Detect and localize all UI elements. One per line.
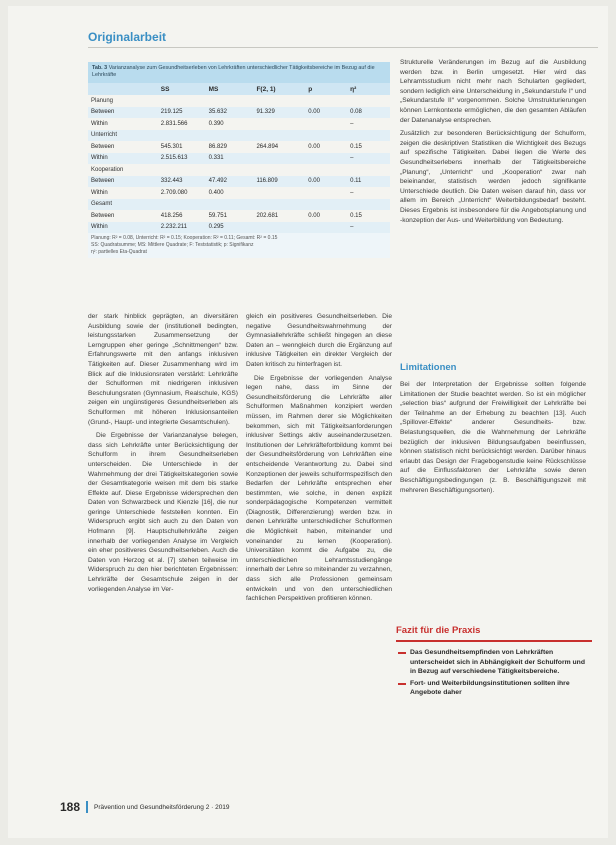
journal-name: Prävention und Gesundheitsförderung 2 · 2019: [94, 803, 230, 811]
table-group-row: [88, 130, 390, 142]
practice-box: [396, 625, 592, 700]
table-group-row: [88, 95, 390, 107]
table-cell: 0.08: [350, 109, 362, 116]
table-cell: 0.00: [308, 178, 320, 185]
paragraph: der stark hinblick geprägten, an diversitären Ausbildung sowie der (institutionell bedingten, leistungsstarken Zusammensetzung der Lerngruppen eher geringe „Schnittmengen“ bzw. Erfahrungswerte mit den anfangs inklusiven Tätigkeiten auf. Dieser Zusammenhang wird im Blick auf die Inklusionsraten verstärkt: Lehrkräfte der Schulformen mit niedrigeren inklusiven Beschulungsraten (Gymnasium, Realschule, KGS) zeigen ein ungünstigeres Gesundheitserleben als Schulformen mit höheren Inklusionsanteilen (Grund-, Haupt- und integrierte Gesamtschulen).: [88, 313, 238, 426]
page-footer: [60, 800, 230, 814]
table-row: [88, 176, 390, 188]
table-cell: 202.681: [256, 212, 279, 219]
table-footnote-line: η²: partielles Eta-Quadrat: [91, 249, 147, 255]
table-cell: –: [350, 224, 354, 231]
table-cell: 2.515.613: [160, 155, 188, 162]
table-row: [88, 153, 390, 165]
table-cell: 47.492: [208, 178, 227, 185]
table-cell: 2.232.211: [160, 224, 188, 231]
footer-divider: [86, 801, 88, 813]
table-row: [88, 141, 390, 153]
table-cell: 116.809: [256, 178, 278, 185]
practice-item: Fort- und Weiterbildungsinstitutionen sollten ihre Angebote daher: [396, 679, 592, 698]
table-caption-text: Varianzanalyse zum Gesundheitserleben von Lehrkräften unterschiedlicher Tätigkeitsbereiche im Bezug auf die Lehrkräfte: [92, 65, 375, 78]
body-column-middle: [246, 312, 392, 608]
table-cell: 0.295: [208, 224, 224, 231]
table-row-label: Kooperation: [91, 166, 124, 173]
table-cell: 59.751: [208, 212, 227, 219]
paragraph: gleich ein positiveres Gesundheitserleben. Die negative Gesundheitswahrnehmung der Gymnasiallehrkräfte schließt hingegen an diese Daten an – wenngleich durch die Ergänzung auf inklusive Tätigkeiten ein direkter Vergleich der Daten kritisch zu hinterfragen ist.: [246, 313, 392, 368]
paragraph: Strukturelle Veränderungen im Bezug auf die Ausbildung werden bzw. in Berlin umgesetzt. Hier wird das Lehramtsstudium nicht mehr nach Schularten gegliedert, sondern lediglich eine Unterscheidung in „Sekundarstufe I“ und „Sekundarstufe II“ vorgenommen. Solche Umstrukturierungen können Lernkontexte ermöglichen, die den gesamten Abläufen der Datenanalyse entsprechen.: [400, 59, 586, 124]
table-row: [88, 187, 390, 199]
table-cell: 264.894: [256, 143, 279, 150]
table-row: [88, 210, 390, 222]
limitations-text: [400, 380, 586, 495]
table-header-cell: F(2, 1): [256, 85, 276, 93]
practice-list: [396, 648, 592, 698]
table-cell: 35.632: [208, 109, 227, 116]
table-cell: 0.00: [308, 143, 320, 150]
paragraph: Bei der Interpretation der Ergebnisse sollten folgende Limitationen der Studie beachtet werden. So ist ein möglicher „selection bias“ aufgrund der Freiwilligkeit der Lehrkräfte bei der Teilnahme an der Erhebung zu beachten [13]. Auch „Spillover-Effekte“ anderer Gesundheits- bzw. Belastungsquellen, die die Wahrnehmung der Lehrkräfte bezüglich der inklusiven Bildungsaufgaben beeinflussen, können statistisch nicht berücksichtigt werden. Darüber hinaus erlaubt das Design der Fragebogenstudie keine Rückschlüsse auf die Einflussfaktoren der Lehrkräfte sowie deren Beschäftigungsbedingungen (z. B. Beschäftigungszeit mit mehreren Beschäftigungsorten).: [400, 381, 586, 494]
table-group-row: [88, 164, 390, 176]
table-row-label: Between: [91, 178, 115, 185]
table-cell: 219.125: [160, 109, 183, 116]
table-row-label: Between: [91, 109, 115, 116]
body-column-left: [88, 312, 238, 598]
table-row-label: Within: [91, 120, 108, 127]
table-cell: –: [350, 155, 354, 162]
table-cell: –: [350, 120, 354, 127]
table-cell: 0.00: [308, 109, 320, 116]
practice-title: Fazit für die Praxis: [396, 625, 592, 642]
section-label: Originalarbeit: [88, 30, 167, 44]
table-row-label: Between: [91, 212, 115, 219]
table-cell: 2.831.566: [160, 120, 188, 127]
table-row-label: Within: [91, 189, 108, 196]
table-cell: 0.00: [308, 212, 320, 219]
table-row: [88, 107, 390, 119]
table-row-label: Gesamt: [91, 201, 113, 208]
table-footnote-line: Planung: R² = 0.08, Unterricht: R² = 0.15; Kooperation: R² = 0.11; Gesamt: R² = 0.15: [91, 235, 278, 241]
table-number: Tab. 3: [92, 65, 108, 71]
table-footnote-line: SS: Quadratsumme; MS: Mittlere Quadrate; F: Teststatistik; p: Signifikanz: [91, 242, 254, 248]
table-cell: 418.256: [160, 212, 183, 219]
anova-table: [88, 62, 390, 258]
table-row-label: Within: [91, 224, 108, 231]
table-footnote: [88, 233, 390, 258]
paragraph: Die Ergebnisse der vorliegenden Analyse legen nahe, dass im Sinne der Gesundheitsförderung die Lehrkräfte aller Schulformen Maßnahmen konzipiert werden müssen, im Rahmen derer sie Möglichkeiten bekommen, sich mit Tätigkeitsanforderungen inklusiver Settings aktiv auseinanderzusetzen. Institutionen der Lehrkräftefortbildung kommt bei der Gesundheitsförderung von Lehrkräften eine entscheidende Verantwortung zu. Dabei sind Konzeptionen der jeweils schulformspezifisch den Bedarfen der Lehrkräfte entsprechen eher bestimmten, wie solche, in denen explizit sonderpädagogische Kompetenzen vermittelt (Diagnostik, Differenzierung) werden bzw. in denen Lehrkräfte unterschiedlicher Schulformen die Möglichkeit haben, miteinander und voneinander zu lernen (Kooperation). Universitäten kommt die Aufgabe zu, die unterschiedlichen Lehramtsstudiengänge innerhalb der Lehre so miteinander zu verzahnen, dass sich alle Professionen gemeinsam entwickeln und von den unterschiedlichen fachlichen Perspektiven profitieren können.: [246, 374, 392, 603]
table-cell: 0.400: [208, 189, 224, 196]
paragraph: Zusätzlich zur besonderen Berücksichtigung der Schulform, zeigen die deskriptiven Statistiken die Wichtigkeit des Bezugs auf spezifische Tätigkeiten. Dabei liegen die Werte des Gesundheitserlebens innerhalb der Tätigkeitsbereiche „Planung“, „Unterricht“ und „Kooperation“ zwar nah beieinander, statistisch werden jedoch signifikante Unterschiede deutlich. Die Daten weisen darauf hin, dass vor allem im Bereich „Unterricht“ Weiterbildungsbedarf besteht. Dieses Ergebnis ist insbesondere für die Angebotsplanung und -konzeption der Aus- und Weiterbildung von Bedeutung.: [400, 130, 586, 224]
table-cell: 2.709.080: [160, 189, 188, 196]
table-cell: 91.329: [256, 109, 275, 116]
table-header-cell: p: [308, 85, 313, 93]
table-header-row: [88, 83, 390, 95]
table-cell: 545.301: [160, 143, 183, 150]
table-header-cell: MS: [208, 85, 219, 93]
table-header-cell: η²: [350, 85, 357, 93]
table-cell: 0.15: [350, 143, 362, 150]
table-row: [88, 118, 390, 130]
table-row-label: Unterricht: [91, 132, 118, 139]
table-cell: –: [350, 189, 354, 196]
table-caption: [88, 62, 390, 83]
paragraph: Die Ergebnisse der Varianzanalyse belegen, dass sich Lehrkräfte unter Berücksichtigung der Schulform in ihrem Gesundheitserleben unterscheiden. Die Unterschiede in der Wahrnehmung der drei Tätigkeitskategorien sowie der Gesamtkategorie weisen mit dem bis starke Effekte auf. Diese Ergebnisse widersprechen den Daten von Schwarzbeck und Kienzle [16], die nur geringe Unterschiede feststellen konnten. Ein Widerspruch ergibt sich auch zu den Daten von Hofmann [9]. Hauptschullehrkräfte zeigen innerhalb der vorliegenden Analyse im Vergleich ein eher positiveres Gesundheitserleben. Auch die Daten von Herzog et al. [7] stehen teilweise im Widerspruch zu den hier berichteten Ergebnissen: Lehrkräfte der Gesamtschule zeigen in der vorliegenden Analyse im Ver-: [88, 432, 238, 593]
table-cell: 0.331: [208, 155, 224, 162]
table-body: [88, 95, 390, 233]
table-cell: 332.443: [160, 178, 183, 185]
table-cell: 86.829: [208, 143, 227, 150]
table-header-cell: SS: [160, 85, 170, 93]
table-cell: 0.390: [208, 120, 224, 127]
table-cell: 0.15: [350, 212, 362, 219]
limitations-heading: Limitationen: [400, 362, 457, 373]
table-row: [88, 222, 390, 234]
table-row-label: Within: [91, 155, 108, 162]
table-row-label: Planung: [91, 97, 114, 104]
table-group-row: [88, 199, 390, 211]
right-column-text: [400, 58, 586, 229]
table-cell: 0.11: [350, 178, 362, 185]
page-number: 188: [60, 800, 81, 814]
header-rule: [88, 47, 598, 48]
practice-item: Das Gesundheitsempfinden von Lehrkräften unterscheidet sich in Abhängigkeit der Schulform und in Bezug auf verschiedene Tätigkeitsbereiche.: [396, 648, 592, 677]
table-row-label: Between: [91, 143, 115, 150]
